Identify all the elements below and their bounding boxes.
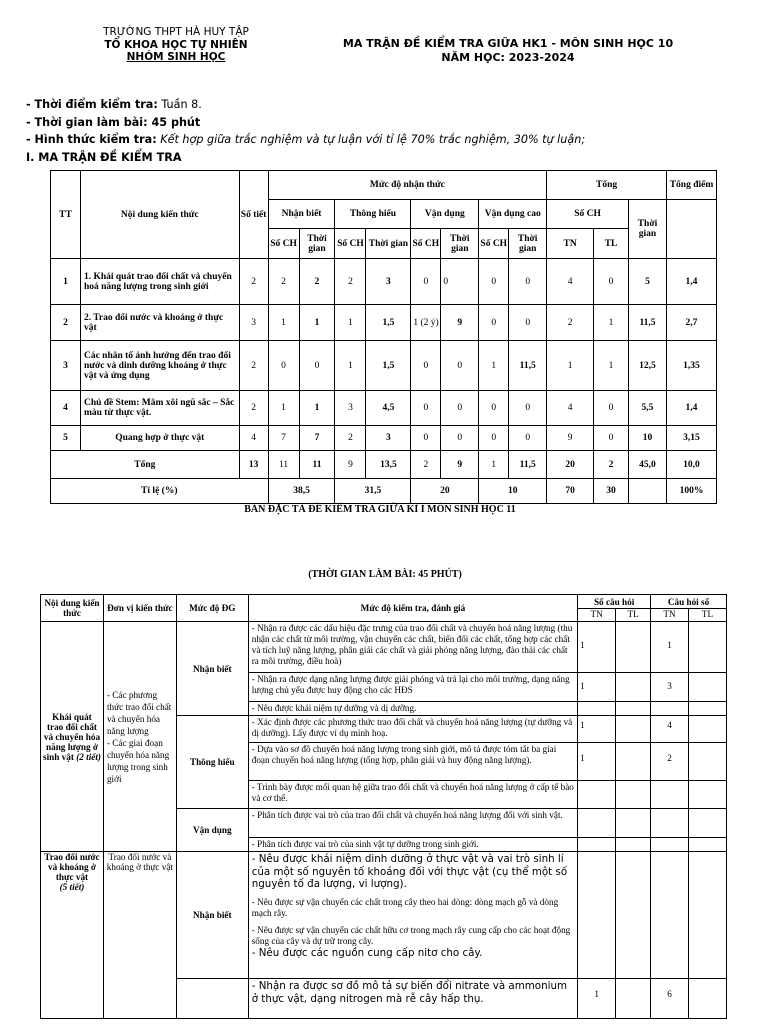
spec-subtitle: (THỜI GIAN LÀM BÀI: 45 PHÚT) xyxy=(308,569,462,580)
row-number: 5 xyxy=(51,426,81,451)
cell-score: 3,15 xyxy=(666,426,716,451)
matrix-header-vdc: Vận dụng cao xyxy=(479,200,547,229)
row-number: 3 xyxy=(51,341,81,391)
count-tl xyxy=(616,852,651,979)
cell: 0 xyxy=(441,259,479,305)
spec-header-level: Mức độ ĐG xyxy=(176,595,248,622)
row-content: Chủ đề Stem: Mâm xôi ngũ sắc – Sắc màu từ thực vật. xyxy=(80,391,239,426)
topic-name: Trao đổi nước và khoáng ở thực vật xyxy=(44,852,100,882)
exam-format-value: Kết hợp giữa trắc nghiệm và tự luận với tỉ lệ 70% trắc nghiệm, 30% tự luận; xyxy=(156,133,586,146)
exam-time-label: - Thời điểm kiểm tra: xyxy=(26,98,158,111)
cell: 1 xyxy=(299,305,335,341)
topic-cell xyxy=(41,852,104,1019)
matrix-header-score: Tổng điểm xyxy=(666,171,716,200)
table-row xyxy=(51,341,717,391)
cell-tl: 0 xyxy=(594,426,629,451)
table-row xyxy=(51,391,717,426)
matrix-header-tt: TT xyxy=(51,171,81,259)
count-tl xyxy=(616,781,651,809)
cell-score: 1,35 xyxy=(666,341,716,391)
exam-info xyxy=(26,96,585,166)
question-tn: 1 xyxy=(651,622,689,673)
topic-cell xyxy=(41,622,104,852)
requirement: - Nêu được khái niệm tự dưỡng và dị dưỡng. xyxy=(248,702,577,716)
matrix-sub-soch: Số CH xyxy=(479,229,509,259)
specification-table xyxy=(40,594,727,1019)
question-tl xyxy=(688,781,726,809)
count-tl xyxy=(616,979,651,1019)
cell: 1 (2 ý) xyxy=(411,305,441,341)
spec-header-tn: TN xyxy=(578,609,616,622)
requirement-group xyxy=(248,852,577,979)
question-tn: 4 xyxy=(651,716,689,743)
matrix-sub-time: Thời gian xyxy=(299,229,335,259)
level-understand: Thông hiểu xyxy=(176,716,248,809)
count-tl xyxy=(616,702,651,716)
topic-note: (5 tiết) xyxy=(59,882,85,892)
cell: 9 xyxy=(441,451,479,479)
cell: 0 xyxy=(411,426,441,451)
requirement: - Trình bày được mối quan hệ giữa trao đổi chất và chuyển hoá năng lượng ở cấp tế bào và cơ thể. xyxy=(248,781,577,809)
cell: 0 xyxy=(479,259,509,305)
requirement: - Nêu được sự vận chuyển các chất hữu cơ trong mạch rây cung cấp cho các hoạt động sống của cây và dự trữ trong cây. xyxy=(251,924,571,946)
spec-header-tn: TN xyxy=(651,609,689,622)
count-tl xyxy=(616,716,651,743)
spec-header-count: Số câu hỏi xyxy=(578,595,651,609)
count-tl xyxy=(616,809,651,838)
cell: 1,5 xyxy=(366,341,411,391)
row-content: 2. Trao đổi nước và khoáng ở thực vật xyxy=(80,305,239,341)
count-tn: 1 xyxy=(578,622,616,673)
cell: 13,5 xyxy=(366,451,411,479)
requirement: - Nhận ra được các dấu hiệu đặc trưng của trao đổi chất và chuyển hoá năng lượng (thu nhận các chất từ môi trường, vận chuyển các chất, biến đổi các chất, tổng hợp các chất và tích luỹ năng lượng, phân giải các chất và giải phóng năng lượng, đào thải các chất ra môi trường, điều hoà) xyxy=(248,622,577,673)
question-tl xyxy=(688,716,726,743)
cell: 2 xyxy=(335,259,366,305)
cell-tl: 2 xyxy=(594,451,629,479)
count-tn xyxy=(578,809,616,838)
cell: 11,5 xyxy=(509,451,547,479)
cell-time: 11,5 xyxy=(629,305,667,341)
cell-tn: 1 xyxy=(547,341,594,391)
requirement: - Nhận ra được dạng năng lượng được giải phóng và trả lại cho môi trường, dạng năng lượng chủ yếu được huy động cho các HĐS xyxy=(248,673,577,702)
requirement: - Phân tích được vai trò của trao đổi chất và chuyển hoá năng lượng đối với sinh vật. xyxy=(248,809,577,838)
cell: 0 xyxy=(411,259,441,305)
question-tn xyxy=(651,702,689,716)
level-empty xyxy=(176,979,248,1019)
question-tn xyxy=(651,838,689,852)
level-apply: Vận dụng xyxy=(176,809,248,852)
cell-time: 5 xyxy=(629,259,667,305)
cell-tn: 4 xyxy=(547,259,594,305)
requirement: - Nêu được sự vận chuyển các chất trong cây theo hai dòng: dòng mạch gỗ và dòng mạch rây. xyxy=(251,896,559,918)
matrix-header-content: Nội dung kiến thức xyxy=(80,171,239,259)
cell: 1 xyxy=(335,305,366,341)
question-tn xyxy=(651,781,689,809)
cell: 9 xyxy=(335,451,366,479)
row-number: 4 xyxy=(51,391,81,426)
cell: 31,5 xyxy=(335,479,411,504)
requirement: - Phân tích được vai trò của sinh vật tự dưỡng trong sinh giới. xyxy=(248,838,577,852)
cell: 0 xyxy=(441,391,479,426)
requirement: - Nêu được khái niệm dinh dưỡng ở thực vật và vai trò sinh lí của một số nguyên tố khoáng đối với thực vật (cụ thể một số nguyên tố đa lượng, vi lượng). xyxy=(251,853,568,890)
cell-tl: 0 xyxy=(594,391,629,426)
cell: 0 xyxy=(411,341,441,391)
table-row xyxy=(51,305,717,341)
cell: 0 xyxy=(441,341,479,391)
unit-cell: - Các phương thức trao đổi chất và chuyển hóa năng lượng - Các giai đoạn chuyển hóa năng lượng trong sinh giới xyxy=(103,622,176,852)
question-tn xyxy=(651,852,689,979)
spec-header-requirement: Mức độ kiểm tra, đánh giá xyxy=(248,595,577,622)
question-tl xyxy=(688,702,726,716)
spec-header-unit: Đơn vị kiến thức xyxy=(103,595,176,622)
cell: 0 xyxy=(299,341,335,391)
cell: 9 xyxy=(441,305,479,341)
count-tn: 1 xyxy=(578,716,616,743)
cell: 0 xyxy=(509,259,547,305)
matrix-sub-time: Thời gian xyxy=(366,229,411,259)
count-tn xyxy=(578,702,616,716)
question-tl xyxy=(688,622,726,673)
cell: 11,5 xyxy=(509,341,547,391)
cell: 0 xyxy=(479,391,509,426)
count-tn: 1 xyxy=(578,979,616,1019)
row-number: 2 xyxy=(51,305,81,341)
cell: 1 xyxy=(479,341,509,391)
row-periods: 2 xyxy=(239,259,268,305)
count-tl xyxy=(616,743,651,781)
cell: 2 xyxy=(411,451,441,479)
cell: 2 xyxy=(268,259,299,305)
cell: 0 xyxy=(411,391,441,426)
ratio-label: Tỉ lệ (%) xyxy=(51,479,269,504)
cell: 0 xyxy=(509,426,547,451)
unit-cell: Trao đổi nước và khoáng ở thực vật xyxy=(103,852,176,1019)
cell-tn: 70 xyxy=(547,479,594,504)
question-tl xyxy=(688,979,726,1019)
question-tl xyxy=(688,852,726,979)
count-tn: 1 xyxy=(578,673,616,702)
matrix-header-time-total: Thời gian xyxy=(629,200,667,259)
matrix-sub-time: Thời gian xyxy=(441,229,479,259)
exam-time-line xyxy=(26,96,585,114)
cell: 38,5 xyxy=(268,479,335,504)
document-title: MA TRẬN ĐỀ KIỂM TRA GIỮA HK1 - MÔN SINH HỌC 10 xyxy=(342,37,674,50)
matrix-header-th: Thông hiểu xyxy=(335,200,411,229)
cell: 10 xyxy=(479,479,547,504)
cell-tn: 9 xyxy=(547,426,594,451)
cell-score: 10,0 xyxy=(666,451,716,479)
row-content: 1. Khái quát trao đổi chất và chuyển hoá năng lượng trong sinh giới xyxy=(80,259,239,305)
cell-time: 10 xyxy=(629,426,667,451)
cell: 7 xyxy=(268,426,299,451)
matrix-sub-soch: Số CH xyxy=(411,229,441,259)
document-header xyxy=(338,37,678,65)
question-tn: 2 xyxy=(651,743,689,781)
cell-tl: 0 xyxy=(594,259,629,305)
cell: 3 xyxy=(335,391,366,426)
cell: 7 xyxy=(299,426,335,451)
cell-time: 45,0 xyxy=(629,451,667,479)
group-name: NHÓM SINH HỌC xyxy=(126,51,226,63)
cell: 4,5 xyxy=(366,391,411,426)
cell: 0 xyxy=(479,305,509,341)
matrix-header-score-empty xyxy=(666,200,716,259)
exam-duration: - Thời gian làm bài: 45 phút xyxy=(26,115,201,129)
cell-tl: 30 xyxy=(594,479,629,504)
cell: 0 xyxy=(479,426,509,451)
school-year: NĂM HỌC: 2023-2024 xyxy=(441,51,575,64)
cell: 3 xyxy=(366,259,411,305)
matrix-header-vd: Vận dụng xyxy=(411,200,479,229)
count-tn xyxy=(578,852,616,979)
requirement: - Dựa vào sơ đồ chuyển hoá năng lượng trong sinh giới, mô tả được tóm tắt ba giai đoạn chuyển hoá năng lượng (tổng hợp, phân giải và huy động năng lượng). xyxy=(248,743,577,781)
cell: 0 xyxy=(268,341,299,391)
spec-header-tl: TL xyxy=(616,609,651,622)
cell: 11 xyxy=(299,451,335,479)
count-tn: 1 xyxy=(578,743,616,781)
question-tn: 3 xyxy=(651,673,689,702)
cell: 1 xyxy=(335,341,366,391)
school-name: TRƯỜNG THPT HÀ HUY TẬP xyxy=(103,26,249,38)
matrix-sub-soch: Số CH xyxy=(335,229,366,259)
level-recognize: Nhận biết xyxy=(176,622,248,716)
level-recognize: Nhận biết xyxy=(176,852,248,979)
question-tl xyxy=(688,743,726,781)
spec-header-qno: Câu hỏi số xyxy=(651,595,727,609)
row-content: Các nhân tố ảnh hưởng đến trao đổi nước và dinh dưỡng khoáng ở thực vật và ứng dụng xyxy=(80,341,239,391)
matrix-header-total: Tổng xyxy=(547,171,667,200)
spec-header-content: Nội dung kiến thức xyxy=(41,595,104,622)
cell-tn: 2 xyxy=(547,305,594,341)
cell xyxy=(629,479,667,504)
requirement: - Nêu được các nguồn cung cấp nitơ cho cây. xyxy=(251,946,483,959)
cell-tn: 4 xyxy=(547,391,594,426)
matrix-sub-time: Thời gian xyxy=(509,229,547,259)
cell-tl: 1 xyxy=(594,341,629,391)
cell-score: 1,4 xyxy=(666,259,716,305)
cell: 3 xyxy=(366,426,411,451)
question-tl xyxy=(688,809,726,838)
question-tn xyxy=(651,809,689,838)
count-tl xyxy=(616,838,651,852)
row-periods: 2 xyxy=(239,391,268,426)
cell: 2 xyxy=(299,259,335,305)
requirement: - Xác định được các phương thức trao đổi chất và chuyển hoá năng lượng (tự dưỡng và dị dưỡng). Lấy được ví dụ minh hoạ. xyxy=(248,716,577,743)
row-periods: 3 xyxy=(239,305,268,341)
row-periods: 2 xyxy=(239,341,268,391)
exam-matrix-table xyxy=(50,170,717,504)
exam-format-label: - Hình thức kiểm tra: xyxy=(26,133,157,146)
matrix-header-level: Mức độ nhận thức xyxy=(268,171,547,200)
requirement: - Nhận ra được sơ đồ mô tả sự biến đổi nitrate và ammonium ở thực vật, dạng nitrogen mà rễ cây hấp thụ. xyxy=(248,979,577,1019)
row-periods: 4 xyxy=(239,426,268,451)
topic-name: Khái quát trao đổi chất và chuyển hóa năng lượng ở sinh vật xyxy=(43,711,101,762)
cell: 1,5 xyxy=(366,305,411,341)
cell: 13 xyxy=(239,451,268,479)
row-content: Quang hợp ở thực vật xyxy=(80,426,239,451)
cell-time: 12,5 xyxy=(629,341,667,391)
question-tl xyxy=(688,838,726,852)
department-name: TỔ KHOA HỌC TỰ NHIÊN xyxy=(104,38,248,51)
cell-time: 5,5 xyxy=(629,391,667,426)
spec-title: BẢN ĐẶC TẢ ĐỀ KIỂM TRA GIỮA KÌ I MÔN SINH HỌC 11 xyxy=(244,504,516,515)
cell-score: 1,4 xyxy=(666,391,716,426)
count-tl xyxy=(616,622,651,673)
cell: 20 xyxy=(411,479,479,504)
spec-header-tl: TL xyxy=(688,609,726,622)
cell: 0 xyxy=(441,426,479,451)
cell-score: 100% xyxy=(666,479,716,504)
question-tl xyxy=(688,673,726,702)
question-tn: 6 xyxy=(651,979,689,1019)
cell: 0 xyxy=(509,305,547,341)
table-row xyxy=(51,426,717,451)
matrix-sub-tn: TN xyxy=(547,229,594,259)
cell: 0 xyxy=(509,391,547,426)
topic-note: (2 tiết) xyxy=(76,751,101,762)
total-label: Tổng xyxy=(51,451,240,479)
cell: 11 xyxy=(268,451,299,479)
school-header xyxy=(96,26,256,64)
cell: 1 xyxy=(268,391,299,426)
cell-score: 2,7 xyxy=(666,305,716,341)
ratio-row xyxy=(51,479,717,504)
cell: 2 xyxy=(335,426,366,451)
cell-tl: 1 xyxy=(594,305,629,341)
cell: 1 xyxy=(299,391,335,426)
count-tn xyxy=(578,781,616,809)
matrix-sub-soch: Số CH xyxy=(268,229,299,259)
count-tn xyxy=(578,838,616,852)
matrix-header-nb: Nhận biết xyxy=(268,200,335,229)
section-heading: I. MA TRẬN ĐỀ KIỂM TRA xyxy=(26,150,182,164)
matrix-header-soch: Số CH xyxy=(547,200,629,229)
total-row xyxy=(51,451,717,479)
table-row xyxy=(51,259,717,305)
row-number: 1 xyxy=(51,259,81,305)
cell: 1 xyxy=(268,305,299,341)
matrix-header-periods: Số tiết xyxy=(239,171,268,259)
cell-tn: 20 xyxy=(547,451,594,479)
exam-time-value: Tuần 8. xyxy=(157,98,202,111)
matrix-sub-tl: TL xyxy=(594,229,629,259)
count-tl xyxy=(616,673,651,702)
cell: 1 xyxy=(479,451,509,479)
exam-format-line xyxy=(26,131,585,149)
